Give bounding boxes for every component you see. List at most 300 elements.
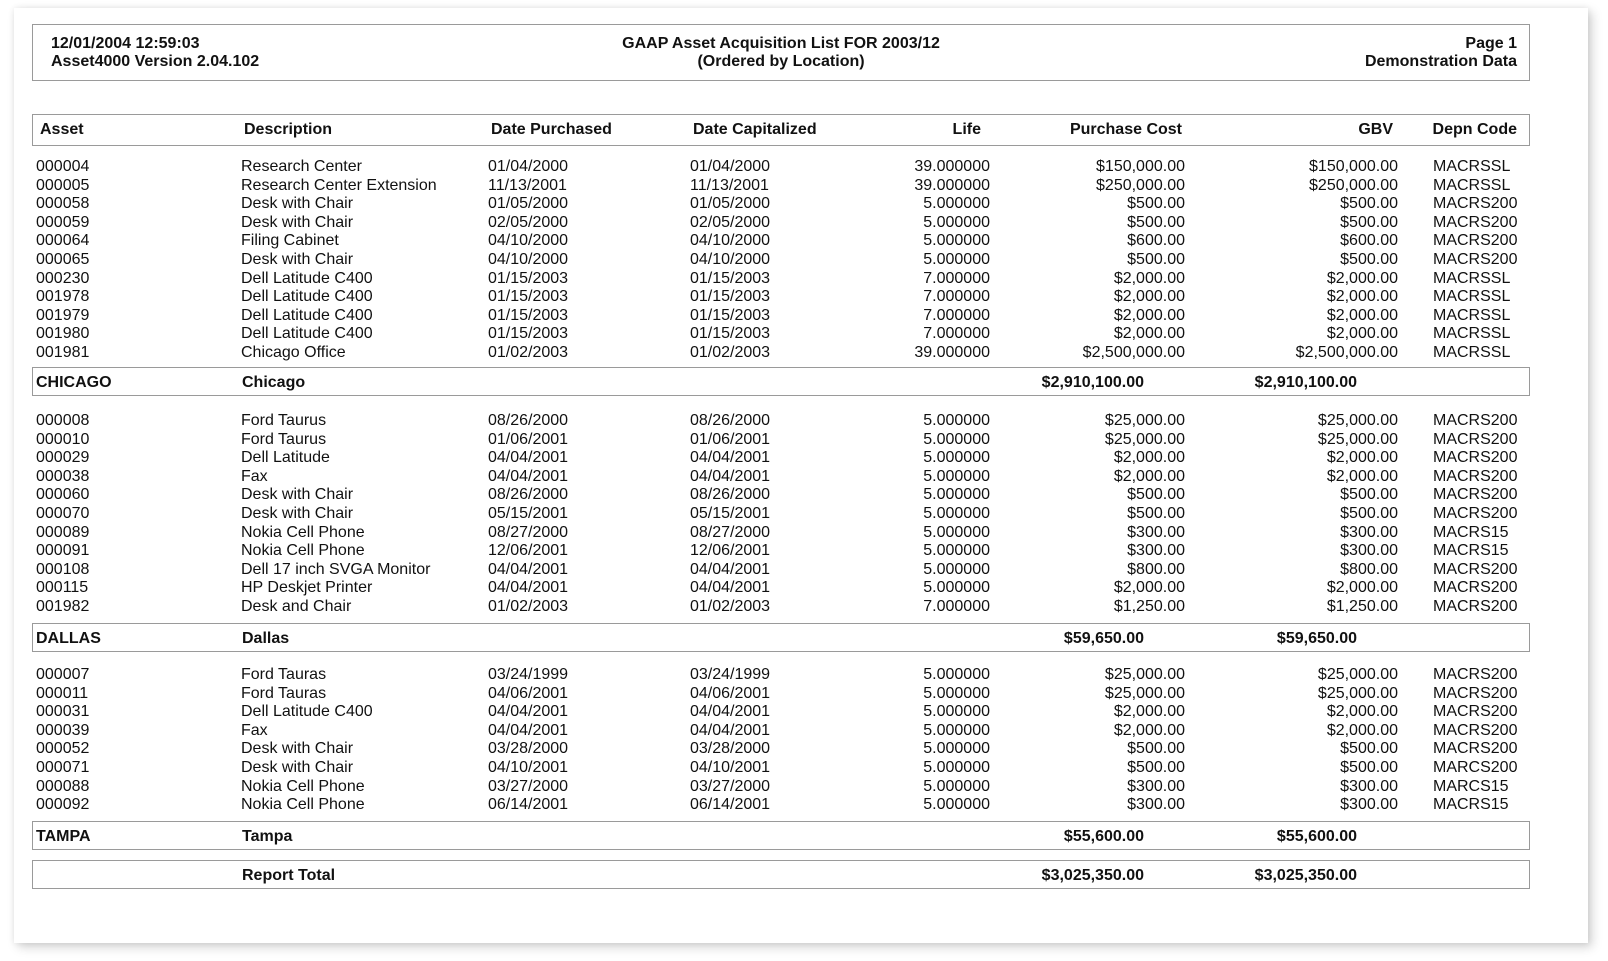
asset-id: 000108	[36, 560, 90, 578]
date-capitalized: 04/06/2001	[690, 684, 771, 702]
date-purchased: 03/27/2000	[488, 777, 569, 795]
date-purchased: 04/04/2001	[488, 560, 569, 578]
depn-code: MACRS15	[1433, 523, 1509, 541]
date-capitalized: 04/10/2000	[690, 250, 771, 268]
date-capitalized: 04/04/2001	[690, 703, 771, 721]
date-purchased: 11/13/2001	[488, 176, 567, 194]
gbv: $2,000.00	[1326, 467, 1398, 485]
table-row	[14, 270, 1588, 289]
asset-description: Ford Tauras	[241, 666, 327, 683]
asset-description: Nokia Cell Phone	[241, 777, 365, 795]
depn-code: MACRS200	[1433, 195, 1518, 213]
subtotal-purchase-cost: $2,910,100.00	[1041, 374, 1144, 391]
date-capitalized: 08/27/2000	[690, 523, 771, 541]
table-row	[14, 505, 1588, 524]
gbv: $300.00	[1340, 777, 1398, 795]
depn-code: MACRS200	[1433, 579, 1518, 597]
col-asset: Asset	[40, 121, 84, 138]
asset-description: Dell Latitude C400	[241, 325, 373, 343]
purchase-cost: $500.00	[1127, 213, 1185, 231]
life: 5.000000	[923, 560, 990, 578]
life: 39.000000	[914, 158, 990, 175]
date-purchased: 04/10/2001	[488, 758, 569, 776]
asset-id: 000092	[36, 796, 90, 814]
asset-description: Research Center Extension	[241, 176, 437, 194]
life: 5.000000	[923, 721, 990, 739]
date-capitalized: 04/04/2001	[690, 449, 771, 467]
subtotal-gbv: $55,600.00	[1276, 828, 1357, 845]
subtotal-row-tampa	[32, 821, 1530, 850]
gbv: $2,000.00	[1326, 449, 1398, 467]
table-row	[14, 740, 1588, 759]
asset-id: 000004	[36, 158, 90, 175]
gbv: $25,000.00	[1317, 684, 1398, 702]
purchase-cost: $500.00	[1127, 740, 1185, 758]
purchase-cost: $150,000.00	[1096, 158, 1185, 175]
depn-code: MACRS200	[1433, 412, 1518, 429]
table-row	[14, 703, 1588, 722]
purchase-cost: $2,000.00	[1113, 579, 1185, 597]
col-gbv: GBV	[1358, 121, 1393, 138]
group-rows-tampa	[14, 666, 1588, 815]
asset-description: Desk with Chair	[241, 250, 354, 268]
depn-code: MACRS200	[1433, 560, 1518, 578]
asset-description: Fax	[241, 467, 268, 485]
purchase-cost: $800.00	[1127, 560, 1185, 578]
purchase-cost: $2,000.00	[1113, 269, 1185, 287]
dataset-name: Demonstration Data	[1364, 53, 1517, 70]
depn-code: MARCS200	[1433, 758, 1518, 776]
asset-id: 000059	[36, 213, 90, 231]
depn-code: MACRS200	[1433, 703, 1518, 721]
date-purchased: 04/04/2001	[488, 721, 569, 739]
asset-id: 000039	[36, 721, 90, 739]
group-rows-chicago	[14, 158, 1588, 363]
date-purchased: 01/02/2003	[488, 343, 569, 361]
date-capitalized: 04/04/2001	[690, 721, 771, 739]
col-life: Life	[952, 121, 981, 138]
date-purchased: 05/15/2001	[488, 504, 569, 522]
depn-code: MACRS15	[1433, 796, 1509, 814]
life: 7.000000	[923, 306, 990, 324]
purchase-cost: $2,000.00	[1113, 721, 1185, 739]
purchase-cost: $300.00	[1127, 523, 1185, 541]
depn-code: MACRS200	[1433, 597, 1518, 615]
purchase-cost: $250,000.00	[1096, 176, 1185, 194]
page-number: Page 1	[1465, 35, 1517, 52]
subtotal-row-chicago	[32, 367, 1530, 396]
date-purchased: 08/27/2000	[488, 523, 569, 541]
gbv: $300.00	[1340, 796, 1398, 814]
depn-code: MACRSSL	[1433, 158, 1511, 175]
date-capitalized: 04/04/2001	[690, 560, 771, 578]
gbv: $500.00	[1340, 213, 1398, 231]
asset-description: Nokia Cell Phone	[241, 523, 365, 541]
asset-description: HP Deskjet Printer	[241, 579, 373, 597]
gbv: $250,000.00	[1309, 176, 1398, 194]
table-row	[14, 232, 1588, 251]
table-row	[14, 524, 1588, 543]
date-capitalized: 04/10/2000	[690, 232, 771, 250]
location-name: Dallas	[242, 630, 290, 647]
date-capitalized: 08/26/2000	[690, 486, 771, 504]
purchase-cost: $2,000.00	[1113, 703, 1185, 721]
purchase-cost: $500.00	[1127, 504, 1185, 522]
date-capitalized: 04/04/2001	[690, 467, 771, 485]
asset-description: Ford Taurus	[241, 412, 327, 429]
life: 39.000000	[914, 343, 990, 361]
date-capitalized: 11/13/2001	[690, 176, 769, 194]
subtotal-gbv: $2,910,100.00	[1254, 374, 1357, 391]
table-row	[14, 598, 1588, 617]
date-capitalized: 01/15/2003	[690, 306, 771, 324]
date-capitalized: 01/04/2000	[690, 158, 771, 175]
table-row	[14, 468, 1588, 487]
asset-id: 000071	[36, 758, 90, 776]
report-subtitle: (Ordered by Location)	[697, 53, 865, 70]
purchase-cost: $1,250.00	[1113, 597, 1185, 615]
date-purchased: 01/05/2000	[488, 195, 569, 213]
date-purchased: 01/02/2003	[488, 597, 569, 615]
subtotal-purchase-cost: $59,650.00	[1063, 630, 1144, 647]
report-datetime: 12/01/2004 12:59:03	[51, 35, 200, 52]
date-capitalized: 03/24/1999	[690, 666, 771, 683]
table-row	[14, 486, 1588, 505]
depn-code: MACRS200	[1433, 449, 1518, 467]
gbv: $2,000.00	[1326, 579, 1398, 597]
col-date-capitalized: Date Capitalized	[693, 121, 817, 138]
gbv: $2,500,000.00	[1295, 343, 1398, 361]
purchase-cost: $25,000.00	[1104, 412, 1185, 429]
location-code: CHICAGO	[36, 374, 112, 391]
table-row	[14, 579, 1588, 598]
date-capitalized: 01/02/2003	[690, 343, 771, 361]
asset-description: Desk with Chair	[241, 504, 354, 522]
purchase-cost: $300.00	[1127, 542, 1185, 560]
life: 5.000000	[923, 412, 990, 429]
asset-id: 000230	[36, 269, 90, 287]
life: 5.000000	[923, 684, 990, 702]
location-code: TAMPA	[36, 828, 91, 845]
depn-code: MACRS200	[1433, 486, 1518, 504]
report-total-row	[32, 860, 1530, 889]
date-purchased: 04/06/2001	[488, 684, 569, 702]
col-purchase-cost: Purchase Cost	[1069, 121, 1182, 138]
date-capitalized: 03/28/2000	[690, 740, 771, 758]
life: 5.000000	[923, 430, 990, 448]
life: 7.000000	[923, 325, 990, 343]
asset-description: Ford Taurus	[241, 430, 327, 448]
asset-id: 001981	[36, 343, 90, 361]
asset-id: 000064	[36, 232, 90, 250]
date-capitalized: 01/06/2001	[690, 430, 771, 448]
table-row	[14, 542, 1588, 561]
date-purchased: 08/26/2000	[488, 412, 569, 429]
table-row	[14, 561, 1588, 580]
purchase-cost: $600.00	[1127, 232, 1185, 250]
gbv: $500.00	[1340, 504, 1398, 522]
col-date-purchased: Date Purchased	[491, 121, 612, 138]
col-description: Description	[244, 121, 333, 138]
date-purchased: 12/06/2001	[488, 542, 569, 560]
asset-id: 000065	[36, 250, 90, 268]
purchase-cost: $25,000.00	[1104, 684, 1185, 702]
life: 39.000000	[914, 176, 990, 194]
asset-id: 000088	[36, 777, 90, 795]
life: 5.000000	[923, 796, 990, 814]
life: 5.000000	[923, 504, 990, 522]
gbv: $2,000.00	[1326, 288, 1398, 306]
table-row	[14, 307, 1588, 326]
date-purchased: 02/05/2000	[488, 213, 569, 231]
date-capitalized: 05/15/2001	[690, 504, 771, 522]
asset-description: Ford Tauras	[241, 684, 327, 702]
table-row	[14, 778, 1588, 797]
asset-id: 000091	[36, 542, 90, 560]
depn-code: MACRSSL	[1433, 176, 1511, 194]
life: 7.000000	[923, 288, 990, 306]
gbv: $1,250.00	[1326, 597, 1398, 615]
purchase-cost: $25,000.00	[1104, 430, 1185, 448]
table-row	[14, 158, 1588, 177]
life: 7.000000	[923, 597, 990, 615]
asset-description: Desk with Chair	[241, 758, 354, 776]
asset-description: Dell Latitude C400	[241, 703, 373, 721]
col-depn-code: Depn Code	[1432, 121, 1517, 138]
asset-description: Dell Latitude C400	[241, 306, 373, 324]
depn-code: MACRSSL	[1433, 306, 1511, 324]
report-total-label: Report Total	[242, 867, 336, 884]
column-header-row	[32, 114, 1530, 146]
asset-id: 000005	[36, 176, 90, 194]
date-capitalized: 08/26/2000	[690, 412, 771, 429]
date-capitalized: 01/15/2003	[690, 325, 771, 343]
table-row	[14, 759, 1588, 778]
asset-description: Research Center	[241, 158, 362, 175]
date-capitalized: 06/14/2001	[690, 796, 771, 814]
date-purchased: 03/24/1999	[488, 666, 569, 683]
asset-description: Filing Cabinet	[241, 232, 339, 250]
life: 5.000000	[923, 666, 990, 683]
asset-id: 000011	[36, 684, 89, 702]
gbv: $500.00	[1340, 740, 1398, 758]
asset-description: Desk with Chair	[241, 486, 354, 504]
depn-code: MACRS200	[1433, 721, 1518, 739]
life: 5.000000	[923, 542, 990, 560]
purchase-cost: $2,000.00	[1113, 467, 1185, 485]
gbv: $2,000.00	[1326, 721, 1398, 739]
asset-id: 001978	[36, 288, 90, 306]
date-purchased: 01/04/2000	[488, 158, 569, 175]
date-capitalized: 04/04/2001	[690, 579, 771, 597]
table-row	[14, 325, 1588, 344]
asset-id: 001982	[36, 597, 90, 615]
table-row	[14, 431, 1588, 450]
date-purchased: 04/04/2001	[488, 579, 569, 597]
purchase-cost: $2,000.00	[1113, 288, 1185, 306]
asset-id: 001979	[36, 306, 90, 324]
purchase-cost: $500.00	[1127, 250, 1185, 268]
gbv: $150,000.00	[1309, 158, 1398, 175]
life: 5.000000	[923, 740, 990, 758]
date-capitalized: 12/06/2001	[690, 542, 771, 560]
depn-code: MACRSSL	[1433, 288, 1511, 306]
gbv: $500.00	[1340, 250, 1398, 268]
asset-id: 000115	[36, 579, 89, 597]
report-header	[32, 24, 1530, 81]
gbv: $25,000.00	[1317, 666, 1398, 683]
life: 5.000000	[923, 523, 990, 541]
date-purchased: 01/15/2003	[488, 325, 569, 343]
asset-description: Dell Latitude	[241, 449, 330, 467]
location-code: DALLAS	[36, 630, 101, 647]
purchase-cost: $500.00	[1127, 758, 1185, 776]
life: 5.000000	[923, 758, 990, 776]
date-capitalized: 02/05/2000	[690, 213, 771, 231]
asset-id: 001980	[36, 325, 90, 343]
asset-id: 000060	[36, 486, 90, 504]
gbv: $500.00	[1340, 758, 1398, 776]
asset-description: Desk with Chair	[241, 195, 354, 213]
life: 5.000000	[923, 579, 990, 597]
depn-code: MACRS200	[1433, 430, 1518, 448]
asset-description: Desk and Chair	[241, 597, 352, 615]
date-capitalized: 04/10/2001	[690, 758, 771, 776]
depn-code: MACRS200	[1433, 467, 1518, 485]
date-purchased: 06/14/2001	[488, 796, 569, 814]
purchase-cost: $2,000.00	[1113, 306, 1185, 324]
subtotal-gbv: $59,650.00	[1276, 630, 1357, 647]
asset-id: 000070	[36, 504, 90, 522]
depn-code: MACRSSL	[1433, 269, 1511, 287]
depn-code: MACRS200	[1433, 740, 1518, 758]
asset-description: Dell 17 inch SVGA Monitor	[241, 560, 431, 578]
report-page	[14, 8, 1588, 943]
life: 5.000000	[923, 449, 990, 467]
gbv: $300.00	[1340, 542, 1398, 560]
gbv: $2,000.00	[1326, 325, 1398, 343]
asset-id: 000038	[36, 467, 90, 485]
table-row	[14, 685, 1588, 704]
life: 5.000000	[923, 703, 990, 721]
depn-code: MACRS200	[1433, 213, 1518, 231]
life: 7.000000	[923, 269, 990, 287]
asset-id: 000010	[36, 430, 90, 448]
gbv: $2,000.00	[1326, 269, 1398, 287]
asset-id: 000007	[36, 666, 90, 683]
table-row	[14, 722, 1588, 741]
depn-code: MACRS200	[1433, 504, 1518, 522]
gbv: $600.00	[1340, 232, 1398, 250]
purchase-cost: $300.00	[1127, 777, 1185, 795]
purchase-cost: $2,000.00	[1113, 325, 1185, 343]
life: 5.000000	[923, 213, 990, 231]
report-title: GAAP Asset Acquisition List FOR 2003/12	[622, 35, 940, 52]
report-total-purchase-cost: $3,025,350.00	[1041, 867, 1144, 884]
life: 5.000000	[923, 467, 990, 485]
app-version: Asset4000 Version 2.04.102	[51, 53, 260, 70]
asset-description: Desk with Chair	[241, 213, 354, 231]
depn-code: MACRS200	[1433, 684, 1518, 702]
asset-description: Dell Latitude C400	[241, 269, 373, 287]
date-capitalized: 01/15/2003	[690, 288, 771, 306]
purchase-cost: $2,500,000.00	[1082, 343, 1185, 361]
gbv: $500.00	[1340, 195, 1398, 213]
table-row	[14, 288, 1588, 307]
gbv: $800.00	[1340, 560, 1398, 578]
life: 5.000000	[923, 232, 990, 250]
report-total-gbv: $3,025,350.00	[1254, 867, 1357, 884]
date-purchased: 01/15/2003	[488, 288, 569, 306]
header-center	[33, 35, 1529, 71]
table-row	[14, 449, 1588, 468]
gbv: $2,000.00	[1326, 703, 1398, 721]
life: 5.000000	[923, 195, 990, 213]
date-purchased: 04/04/2001	[488, 449, 569, 467]
gbv: $500.00	[1340, 486, 1398, 504]
depn-code: MACRS200	[1433, 250, 1518, 268]
subtotal-row-dallas	[32, 623, 1530, 652]
asset-id: 000031	[36, 703, 90, 721]
life: 5.000000	[923, 486, 990, 504]
depn-code: MARCS15	[1433, 777, 1509, 795]
life: 5.000000	[923, 250, 990, 268]
purchase-cost: $25,000.00	[1104, 666, 1185, 683]
table-row	[14, 412, 1588, 431]
asset-description: Desk with Chair	[241, 740, 354, 758]
date-purchased: 04/04/2001	[488, 703, 569, 721]
location-name: Chicago	[242, 374, 306, 391]
asset-description: Dell Latitude C400	[241, 288, 373, 306]
asset-id: 000052	[36, 740, 90, 758]
table-row	[14, 666, 1588, 685]
table-row	[14, 195, 1588, 214]
life: 5.000000	[923, 777, 990, 795]
header-right	[1365, 35, 1517, 71]
gbv: $25,000.00	[1317, 412, 1398, 429]
purchase-cost: $300.00	[1127, 796, 1185, 814]
table-row	[14, 796, 1588, 815]
asset-description: Fax	[241, 721, 268, 739]
date-purchased: 01/06/2001	[488, 430, 569, 448]
date-capitalized: 01/05/2000	[690, 195, 771, 213]
date-purchased: 01/15/2003	[488, 269, 569, 287]
purchase-cost: $500.00	[1127, 195, 1185, 213]
date-capitalized: 01/15/2003	[690, 269, 771, 287]
asset-id: 000008	[36, 412, 90, 429]
depn-code: MACRS200	[1433, 666, 1518, 683]
date-purchased: 04/10/2000	[488, 250, 569, 268]
gbv: $25,000.00	[1317, 430, 1398, 448]
asset-description: Nokia Cell Phone	[241, 796, 365, 814]
depn-code: MACRSSL	[1433, 343, 1511, 361]
table-row	[14, 251, 1588, 270]
purchase-cost: $500.00	[1127, 486, 1185, 504]
asset-id: 000058	[36, 195, 90, 213]
depn-code: MACRSSL	[1433, 325, 1511, 343]
asset-id: 000029	[36, 449, 90, 467]
asset-description: Chicago Office	[241, 343, 346, 361]
purchase-cost: $2,000.00	[1113, 449, 1185, 467]
date-capitalized: 03/27/2000	[690, 777, 771, 795]
depn-code: MACRS200	[1433, 232, 1518, 250]
date-purchased: 01/15/2003	[488, 306, 569, 324]
date-capitalized: 01/02/2003	[690, 597, 771, 615]
asset-description: Nokia Cell Phone	[241, 542, 365, 560]
gbv: $2,000.00	[1326, 306, 1398, 324]
date-purchased: 08/26/2000	[488, 486, 569, 504]
date-purchased: 04/04/2001	[488, 467, 569, 485]
